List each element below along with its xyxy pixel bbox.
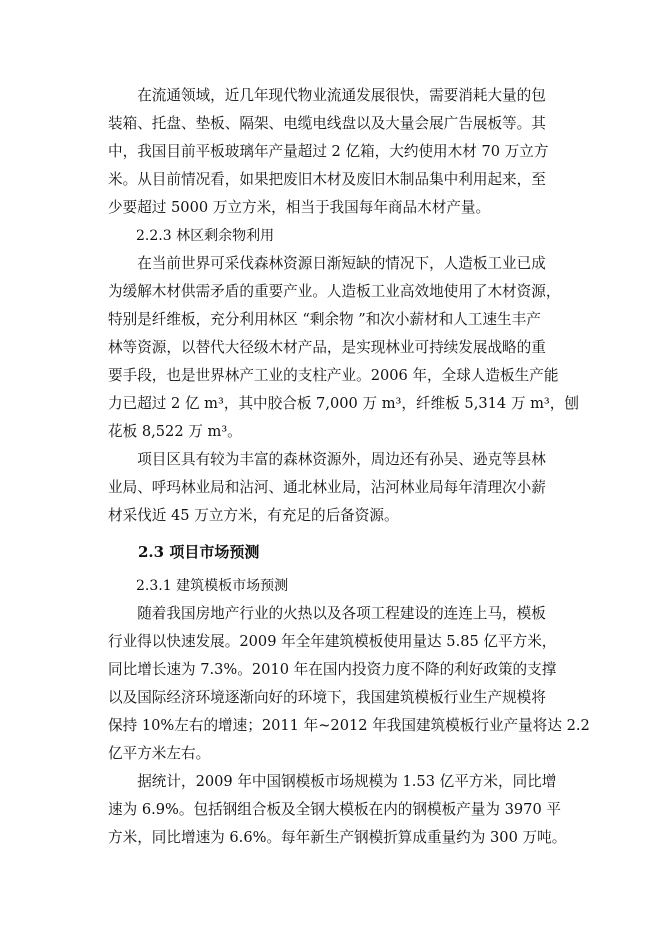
paragraph-1-line-1: 在流通领域，近几年现代物业流通发展很快，需要消耗大量的包	[108, 87, 546, 104]
paragraph-2-line-3: 特别是纤维板，充分利用林区 “剩余物 ”和次小薪材和人工速生丰产	[108, 311, 541, 328]
section-2-2-3-title: 2.2.3 林区剩余物利用	[108, 228, 275, 244]
paragraph-1-line-3: 中，我国目前平板玻璃年产量超过 2 亿箱，大约使用木材 70 万立方	[108, 143, 549, 160]
paragraph-3-line-1: 项目区具有较为丰富的森林资源外，周边还有孙吴、逊克等县林	[108, 451, 546, 468]
paragraph-4-line-6: 亿平方米左右。	[108, 745, 211, 762]
paragraph-5-line-3: 方米，同比增速为 6.6%。每年新生产钢模折算成重量约为 300 万吨。	[108, 829, 567, 846]
paragraph-1-line-2: 装箱、托盘、垫板、隔架、电缆电线盘以及大量会展广告展板等。其	[108, 115, 546, 132]
paragraph-2-line-6: 力已超过 2 亿 m³，其中胶合板 7,000 万 m³，纤维板 5,314 万 m³，刨	[108, 395, 579, 412]
paragraph-4-line-1: 随着我国房地产行业的火热以及各项工程建设的连连上马，模板	[108, 605, 546, 622]
paragraph-2-line-7: 花板 8,522 万 m³。	[108, 423, 242, 440]
paragraph-1-line-4: 米。从目前情况看，如果把废旧木材及废旧木制品集中利用起来，至	[108, 171, 546, 188]
paragraph-3-line-2: 业局、呼玛林业局和沾河、通北林业局，沾河林业局每年清理次小薪	[108, 479, 546, 496]
paragraph-4-line-2: 行业得以快速发展。2009 年全年建筑模板使用量达 5.85 亿平方米，	[108, 633, 557, 650]
paragraph-1-line-5: 少要超过 5000 万立方米，相当于我国每年商品木材产量。	[108, 199, 491, 216]
paragraph-4-line-4: 以及国际经济环境逐渐向好的环境下，我国建筑模板行业生产规模将	[108, 689, 546, 706]
paragraph-2-line-1: 在当前世界可采伐森林资源日渐短缺的情况下，人造板工业已成	[108, 255, 546, 272]
paragraph-2-line-4: 林等资源，以替代大径级木材产品，是实现林业可持续发展战略的重	[108, 339, 546, 356]
section-2-3-title: 2.3 项目市场预测	[108, 543, 260, 561]
section-2-3-1-title: 2.3.1 建筑模板市场预测	[108, 578, 289, 594]
paragraph-5-line-1: 据统计，2009 年中国钢模板市场规模为 1.53 亿平方米，同比增	[108, 773, 557, 790]
paragraph-2-line-5: 要手段，也是世界林产工业的支柱产业。2006 年，全球人造板生产能	[108, 367, 559, 384]
paragraph-4-line-5: 保持 10%左右的增速；2011 年~2012 年我国建筑模板行业产量将达 2.2	[108, 717, 590, 734]
paragraph-4-line-3: 同比增长速为 7.3%。2010 年在国内投资力度不降的利好政策的支撑	[108, 661, 557, 678]
paragraph-5-line-2: 速为 6.9%。包括钢组合板及全钢大模板在内的钢模板产量为 3970 平	[108, 801, 561, 818]
paragraph-3-line-3: 材采伐近 45 万立方米，有充足的后备资源。	[108, 507, 399, 524]
paragraph-2-line-2: 为缓解木材供需矛盾的重要产业。人造板工业高效地使用了木材资源，	[108, 283, 561, 300]
